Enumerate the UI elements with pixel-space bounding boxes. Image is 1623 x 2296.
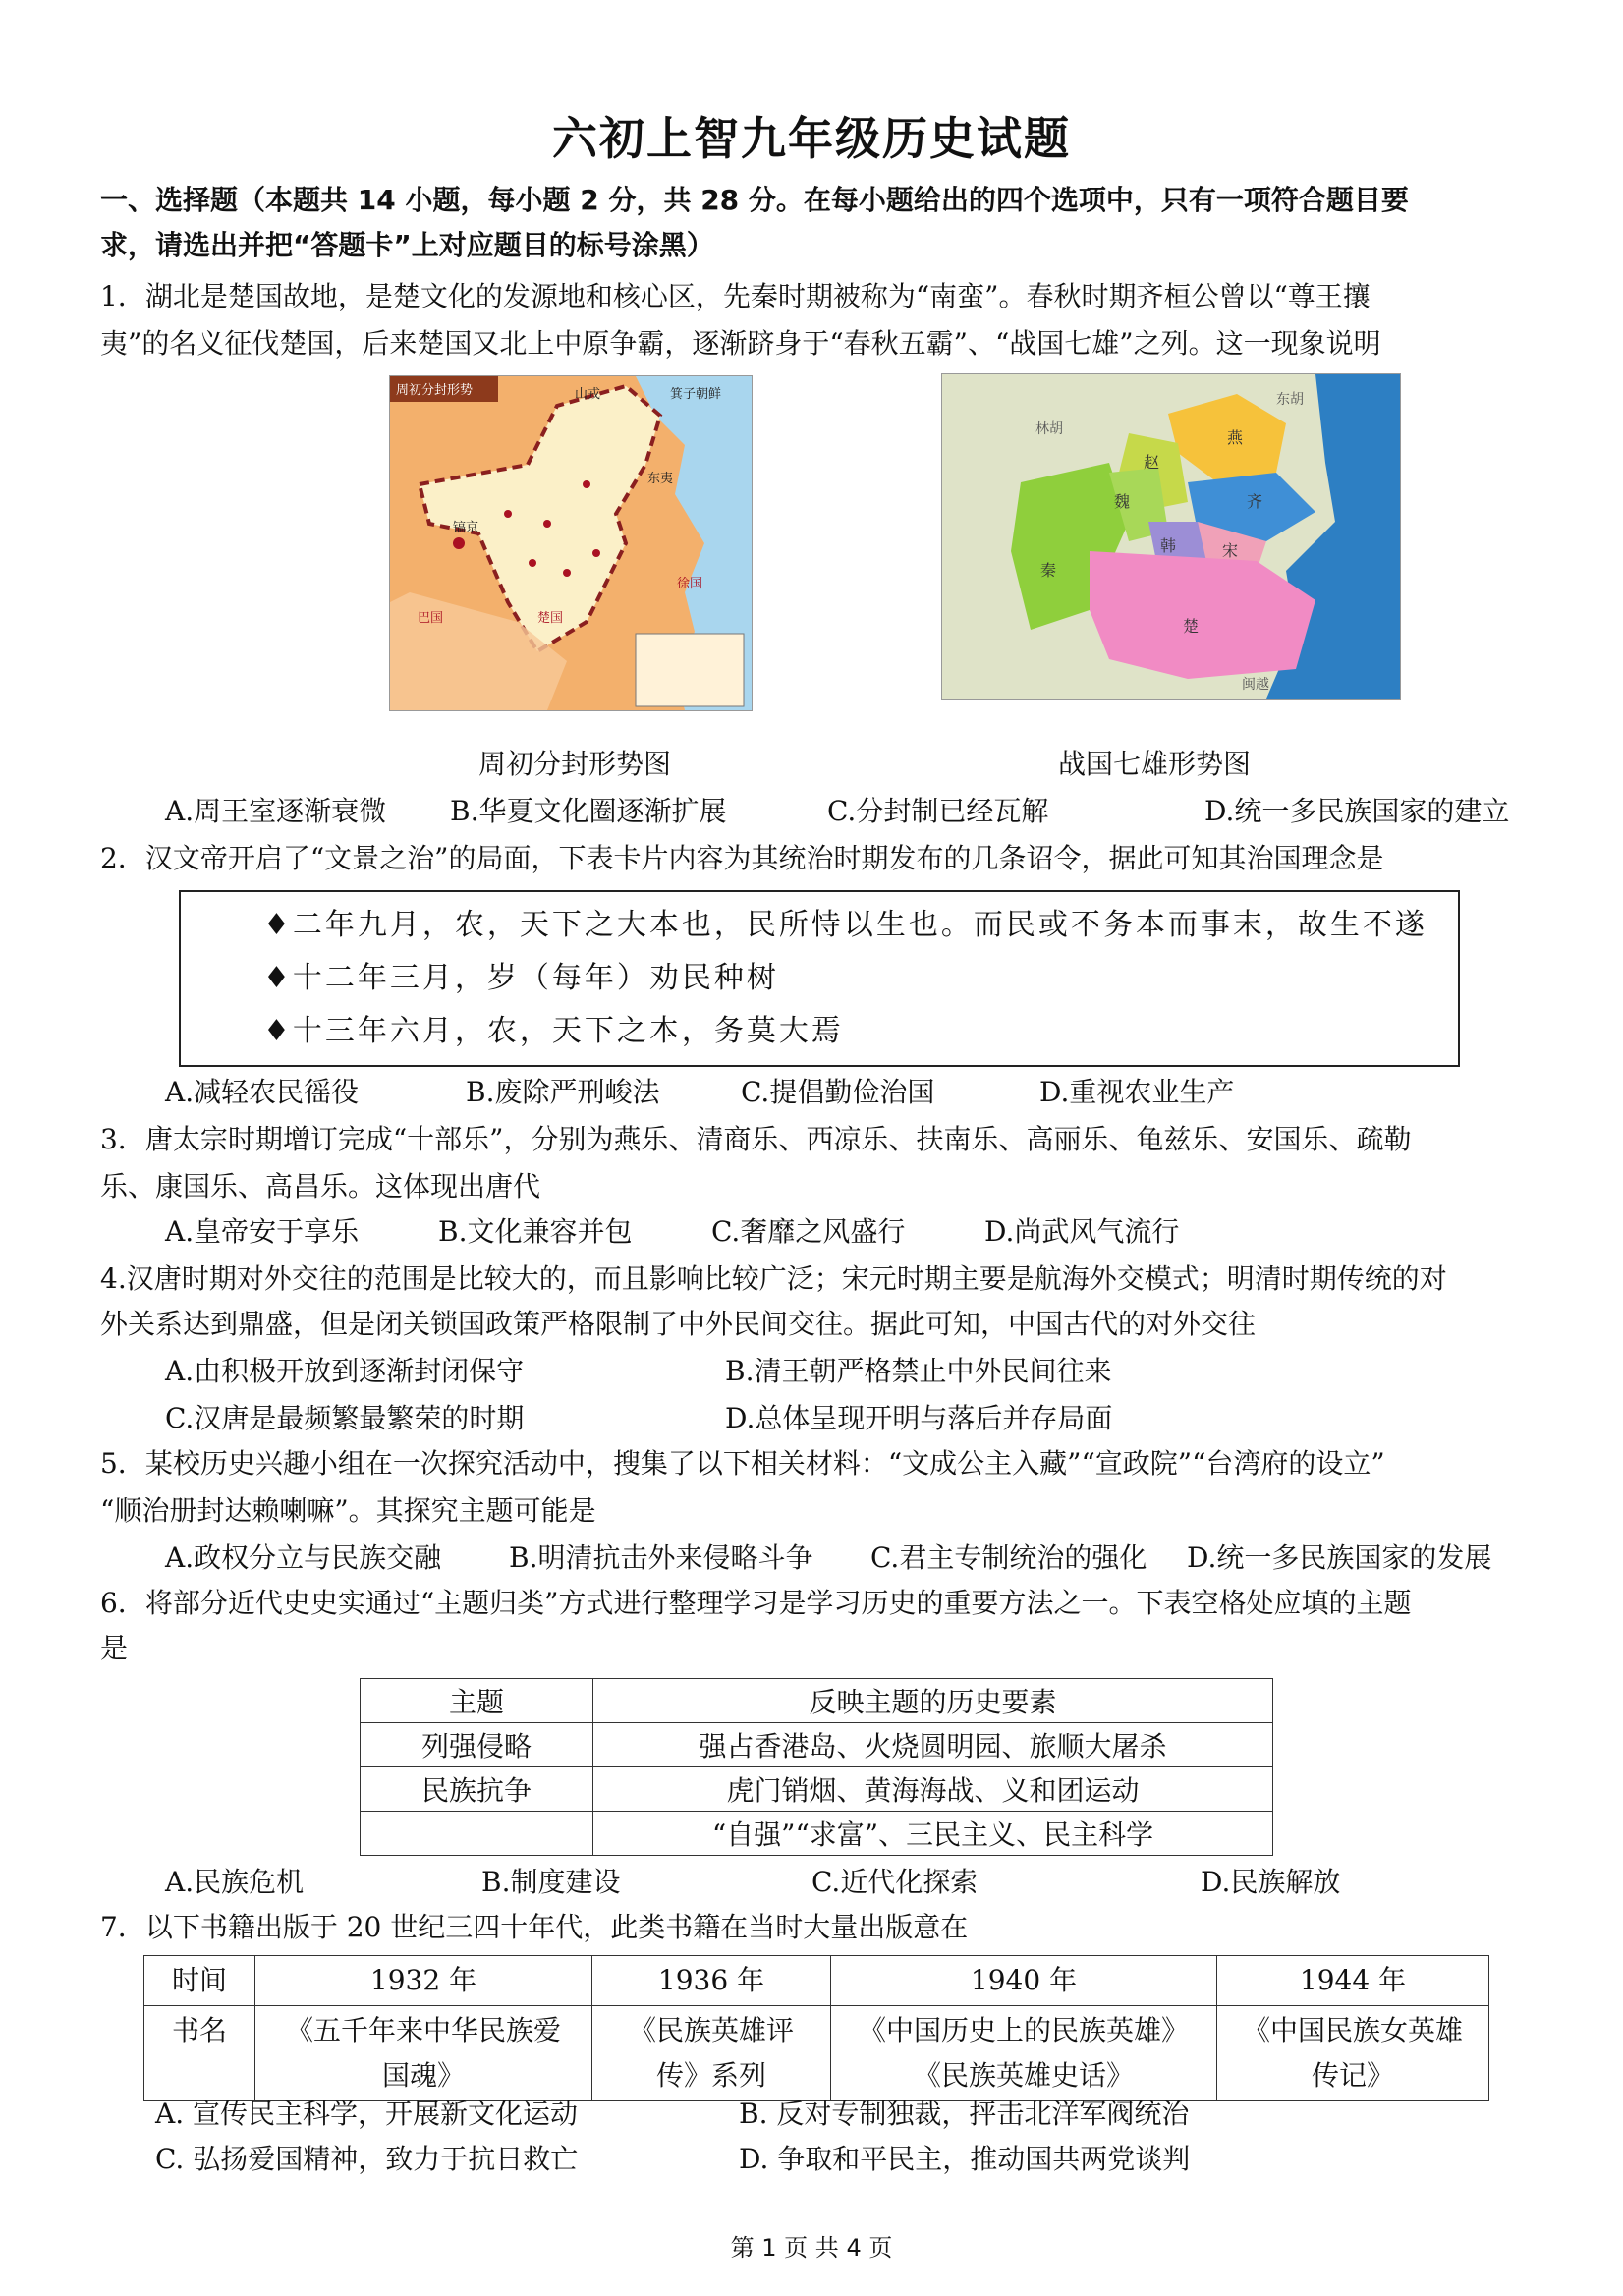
- svg-text:赵: 赵: [1144, 453, 1160, 472]
- svg-text:魏: 魏: [1114, 492, 1131, 511]
- table-cell: 强占香港岛、火烧圆明园、旅顺大屠杀: [593, 1723, 1273, 1767]
- svg-text:燕: 燕: [1227, 428, 1244, 447]
- table-row: [361, 1723, 1273, 1767]
- table-header: 反映主题的历史要素: [593, 1679, 1273, 1723]
- warring-states-map: [941, 373, 1401, 700]
- q4-stem-line1: 4.汉唐时期对外交往的范围是比较大的，而且影响比较广泛；宋元时期主要是航海外交模式；明清时期传统的对: [100, 1262, 1447, 1295]
- q7-option-d[interactable]: D. 争取和平民主，推动国共两党谈判: [739, 2143, 1191, 2175]
- table-cell: 《中国民族女英雄 传记》: [1217, 2006, 1489, 2101]
- q6-stem-line1: 6．将部分近代史史实通过“主题归类”方式进行整理学习是学习历史的重要方法之一。下表空格处应填的主题: [100, 1587, 1412, 1619]
- table-header: 1944 年: [1217, 1956, 1489, 2006]
- q7-option-b[interactable]: B. 反对专制独裁，抨击北洋军阀统治: [739, 2098, 1190, 2130]
- q1-option-c[interactable]: C.分封制已经瓦解: [827, 795, 1049, 827]
- svg-text:山戎: 山戎: [575, 387, 601, 402]
- svg-text:韩: 韩: [1160, 536, 1177, 555]
- table-cell: 列强侵略: [361, 1723, 593, 1767]
- q6-option-d[interactable]: D.民族解放: [1201, 1866, 1341, 1898]
- q3-option-a[interactable]: A.皇帝安于享乐: [165, 1215, 360, 1248]
- table-header: 1932 年: [255, 1956, 592, 2006]
- map2-caption: 战国七雄形势图: [1057, 748, 1251, 780]
- table-cell: 《中国历史上的民族英雄》 《民族英雄史话》: [831, 2006, 1217, 2101]
- q2-option-d[interactable]: D.重视农业生产: [1039, 1076, 1235, 1108]
- table-row: [361, 1767, 1273, 1812]
- q3-option-b[interactable]: B.文化兼容并包: [438, 1215, 633, 1248]
- q2-option-b[interactable]: B.废除严刑峻法: [466, 1076, 660, 1108]
- map1-caption: 周初分封形势图: [477, 748, 671, 780]
- q5-option-b[interactable]: B.明清抗击外来侵略斗争: [509, 1541, 813, 1574]
- q2-option-a[interactable]: A.减轻农民徭役: [165, 1076, 360, 1108]
- map1-title-label: 周初分封形势: [396, 383, 474, 398]
- table-cell: “自强”“求富”、三民主义、民主科学: [593, 1812, 1273, 1856]
- svg-text:秦: 秦: [1040, 561, 1057, 580]
- q1-option-d[interactable]: D.统一多民族国家的建立: [1204, 795, 1510, 827]
- svg-text:东胡: 东胡: [1276, 392, 1304, 408]
- edict-line: ♦二年九月，农，天下之大本也，民所恃以生也。而民或不务本而事末，故生不遂: [263, 908, 1427, 942]
- q3-stem-line1: 3．唐太宗时期增订完成“十部乐”，分别为燕乐、清商乐、西凉乐、扶南乐、高丽乐、龟兹乐、安国乐、疏勒: [100, 1123, 1412, 1155]
- q5-option-a[interactable]: A.政权分立与民族交融: [165, 1541, 442, 1574]
- svg-text:徐国: 徐国: [677, 577, 703, 591]
- q1-stem-line1: 1．湖北是楚国故地，是楚文化的发源地和核心区，先秦时期被称为“南蛮”。春秋时期齐桓公曾以“尊王攘: [100, 280, 1371, 312]
- q4-option-d[interactable]: D.总体呈现开明与落后并存局面: [725, 1402, 1113, 1434]
- page-title: 六初上智九年级历史试题: [552, 112, 1071, 165]
- q1-option-a[interactable]: A.周王室逐渐衰微: [165, 795, 387, 827]
- q6-option-b[interactable]: B.制度建设: [481, 1866, 621, 1898]
- zhou-fief-map: [389, 375, 753, 711]
- q2-option-c[interactable]: C.提倡勤俭治国: [741, 1076, 935, 1108]
- svg-text:巴国: 巴国: [418, 611, 444, 626]
- q5-option-c[interactable]: C.君主专制统治的强化: [870, 1541, 1147, 1574]
- q4-stem-line2: 外关系达到鼎盛，但是闭关锁国政策严格限制了中外民间交往。据此可知，中国古代的对外交往: [100, 1308, 1257, 1340]
- q6-option-c[interactable]: C.近代化探索: [812, 1866, 979, 1898]
- section-heading-line1: 一、选择题（本题共 14 小题，每小题 2 分，共 28 分。在每小题给出的四个选项中，只有一项符合题目要: [100, 184, 1409, 216]
- q6-option-a[interactable]: A.民族危机: [165, 1866, 305, 1898]
- svg-text:宋: 宋: [1222, 541, 1239, 560]
- q3-stem-line2: 乐、康国乐、高昌乐。这体现出唐代: [100, 1170, 541, 1203]
- table-header: 时间: [144, 1956, 255, 2006]
- svg-text:齐: 齐: [1247, 492, 1263, 511]
- svg-text:闽越: 闽越: [1242, 677, 1269, 693]
- q7-option-c[interactable]: C. 弘扬爱国精神，致力于抗日救亡: [155, 2143, 579, 2175]
- q7-stem: 7．以下书籍出版于 20 世纪三四十年代，此类书籍在当时大量出版意在: [100, 1911, 969, 1943]
- q4-option-a[interactable]: A.由积极开放到逐渐封闭保守: [165, 1355, 525, 1387]
- edict-line: ♦十三年六月，农，天下之本，务莫大焉: [263, 1014, 844, 1048]
- q2-stem: 2．汉文帝开启了“文景之治”的局面，下表卡片内容为其统治时期发布的几条诏令，据此可知其治国理念是: [100, 842, 1384, 874]
- q3-option-d[interactable]: D.尚武风气流行: [984, 1215, 1180, 1248]
- q5-stem-line1: 5．某校历史兴趣小组在一次探究活动中，搜集了以下相关材料：“文成公主入藏”“宣政院”“台湾府的设立”: [100, 1447, 1385, 1480]
- q6-table: [360, 1678, 1273, 1856]
- table-cell: 《民族英雄评 传》系列: [592, 2006, 831, 2101]
- q1-option-b[interactable]: B.华夏文化圈逐渐扩展: [450, 795, 727, 827]
- table-row: [144, 2006, 1489, 2101]
- table-row: [361, 1679, 1273, 1723]
- table-row: [144, 1956, 1489, 2006]
- q7-table: [143, 1955, 1489, 2101]
- svg-text:镐京: 镐京: [453, 521, 479, 535]
- svg-text:箕子朝鲜: 箕子朝鲜: [670, 387, 722, 402]
- q5-stem-line2: “顺治册封达赖喇嘛”。其探究主题可能是: [100, 1494, 596, 1527]
- table-cell: 《五千年来中华民族爱 国魂》: [255, 2006, 592, 2101]
- table-header: 1936 年: [592, 1956, 831, 2006]
- table-cell: 虎门销烟、黄海海战、义和团运动: [593, 1767, 1273, 1812]
- svg-text:林胡: 林胡: [1035, 421, 1063, 437]
- q1-stem-line2: 夷”的名义征伐楚国，后来楚国又北上中原争霸，逐渐跻身于“春秋五霸”、“战国七雄”之列。这一现象说明: [100, 327, 1381, 360]
- q4-option-b[interactable]: B.清王朝严格禁止中外民间往来: [725, 1355, 1112, 1387]
- table-cell: 书名: [144, 2006, 255, 2101]
- table-header: 1940 年: [831, 1956, 1217, 2006]
- svg-text:楚国: 楚国: [537, 611, 564, 626]
- q5-option-d[interactable]: D.统一多民族国家的发展: [1187, 1541, 1492, 1574]
- svg-text:东夷: 东夷: [647, 472, 674, 486]
- table-row: [361, 1812, 1273, 1856]
- edict-line: ♦十二年三月，岁（每年）劝民种树: [263, 961, 779, 995]
- svg-text:楚: 楚: [1183, 617, 1200, 636]
- q7-option-a[interactable]: A. 宣传民主科学，开展新文化运动: [155, 2098, 579, 2130]
- page-footer: 第 1 页 共 4 页: [730, 2234, 893, 2262]
- q3-option-c[interactable]: C.奢靡之风盛行: [711, 1215, 906, 1248]
- table-header: 主题: [361, 1679, 593, 1723]
- table-cell: 民族抗争: [361, 1767, 593, 1812]
- table-cell-blank: [361, 1812, 593, 1856]
- section-heading-line2: 求，请选出并把“答题卡”上对应题目的标号涂黑）: [100, 229, 714, 261]
- q4-option-c[interactable]: C.汉唐是最频繁最繁荣的时期: [165, 1402, 525, 1434]
- q6-stem-line2: 是: [100, 1632, 129, 1664]
